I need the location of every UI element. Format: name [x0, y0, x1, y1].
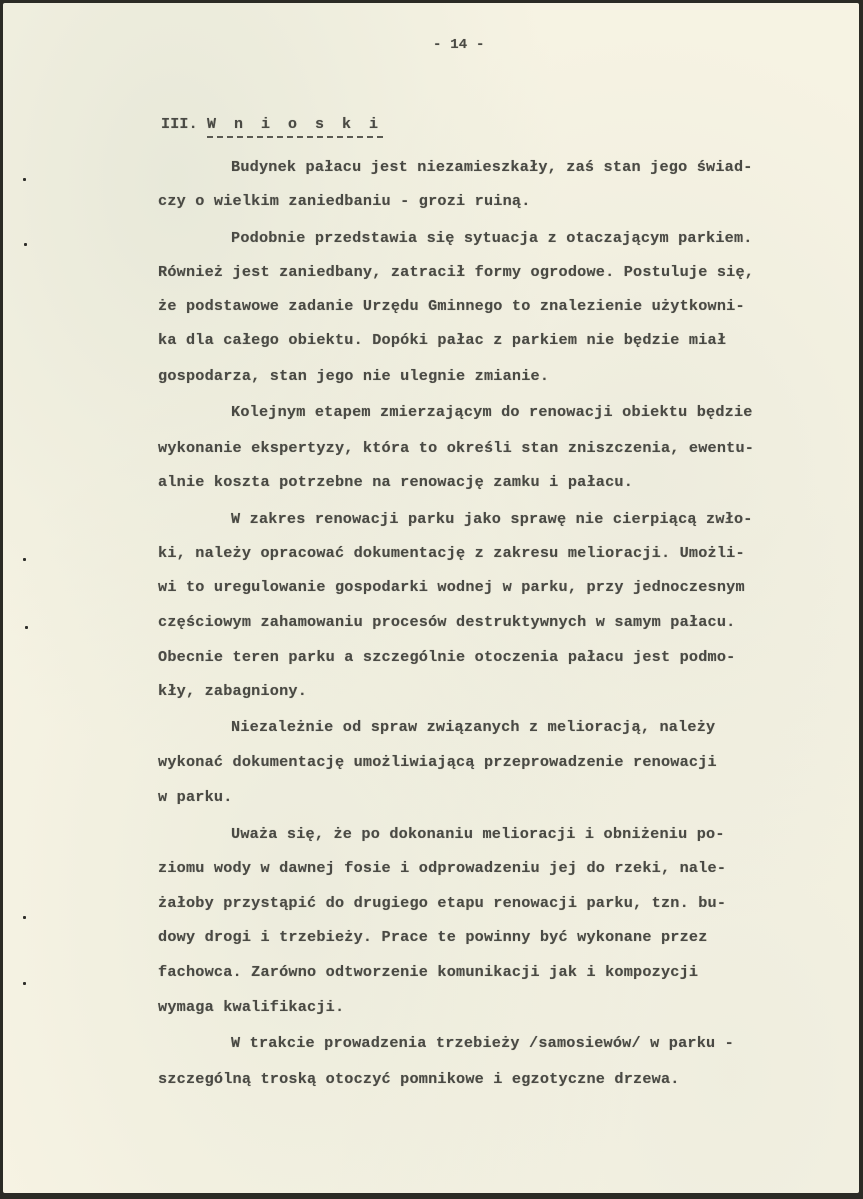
text-line: Uważa się, że po dokonaniu melioracji i obniżeniu po-	[231, 825, 725, 843]
text-line: wi to uregulowanie gospodarki wodnej w parku, przy jednoczesnym	[158, 578, 745, 596]
text-line: częściowym zahamowaniu procesów destruktywnych w samym pałacu.	[158, 613, 736, 631]
text-line: że podstawowe zadanie Urzędu Gminnego to znalezienie użytkowni-	[158, 297, 745, 315]
text-line: ziomu wody w dawnej fosie i odprowadzeniu jej do rzeki, nale-	[158, 859, 727, 877]
text-line: dowy drogi i trzebieży. Prace te powinny być wykonane przez	[158, 928, 708, 946]
text-line: żałoby przystąpić do drugiego etapu renowacji parku, tzn. bu-	[158, 894, 727, 912]
text-line: Również jest zaniedbany, zatracił formy ogrodowe. Postuluje się,	[158, 263, 755, 281]
text-line: czy o wielkim zaniedbaniu - grozi ruiną.	[158, 192, 531, 210]
text-line: Obecnie teren parku a szczególnie otoczenia pałacu jest podmo-	[158, 648, 736, 666]
text-line: W zakres renowacji parku jako sprawę nie cierpiącą zwło-	[231, 510, 753, 528]
text-line: Podobnie przedstawia się sytuacja z otaczającym parkiem.	[231, 229, 753, 247]
text-line: ki, należy opracować dokumentację z zakresu melioracji. Umożli-	[158, 544, 745, 562]
text-line: wykonać dokumentację umożliwiającą przeprowadzenie renowacji	[158, 753, 717, 771]
section-number: III.	[161, 116, 208, 133]
text-line: Budynek pałacu jest niezamieszkały, zaś stan jego świad-	[231, 158, 753, 176]
text-line: Niezależnie od spraw związanych z melioracją, należy	[231, 718, 716, 736]
section-heading	[161, 116, 383, 133]
text-line: kły, zabagniony.	[158, 682, 308, 700]
margin-mark	[25, 626, 28, 629]
text-line: wymaga kwalifikacji.	[158, 998, 345, 1016]
text-line: alnie koszta potrzebne na renowację zamku i pałacu.	[158, 473, 634, 491]
page-number: - 14 -	[433, 37, 485, 53]
margin-mark	[23, 982, 26, 985]
margin-mark	[23, 178, 26, 181]
text-line: gospodarza, stan jego nie ulegnie zmianie.	[158, 367, 550, 385]
text-line: szczególną troską otoczyć pomnikowe i egzotyczne drzewa.	[158, 1070, 680, 1088]
text-line: W trakcie prowadzenia trzebieży /samosiewów/ w parku -	[231, 1034, 734, 1052]
text-line: Kolejnym etapem zmierzającym do renowacji obiektu będzie	[231, 403, 753, 421]
text-line: wykonanie ekspertyzy, która to określi stan zniszczenia, ewentu-	[158, 439, 755, 457]
margin-mark	[23, 558, 26, 561]
document-page	[3, 3, 859, 1193]
text-line: w parku.	[158, 788, 233, 806]
text-line: ka dla całego obiektu. Dopóki pałac z parkiem nie będzie miał	[158, 331, 727, 349]
margin-mark	[24, 243, 27, 246]
text-line: fachowca. Zarówno odtworzenie komunikacji jak i kompozycji	[158, 963, 699, 981]
section-title: W n i o s k i	[207, 116, 383, 138]
margin-mark	[23, 916, 26, 919]
